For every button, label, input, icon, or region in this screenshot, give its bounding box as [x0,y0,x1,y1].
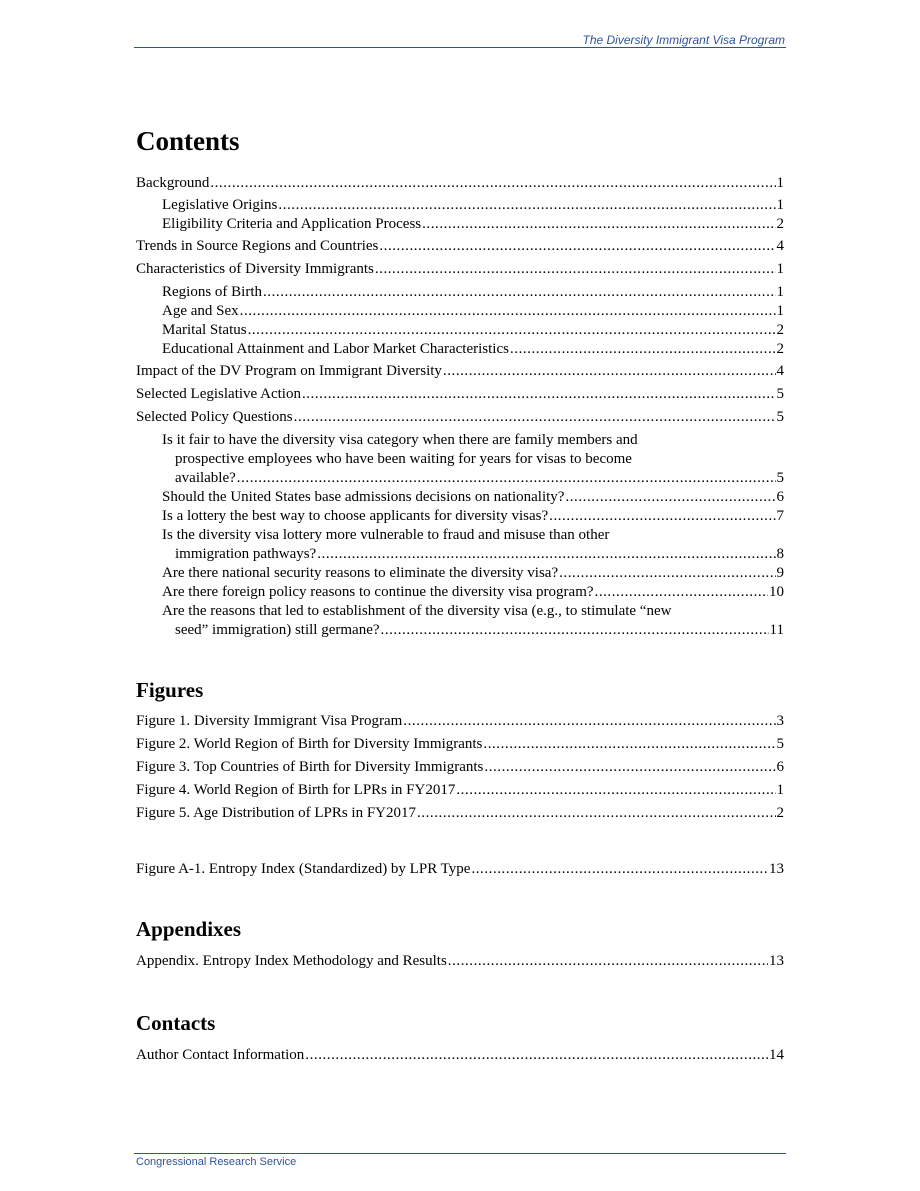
toc-entry-text: Regions of Birth [162,284,262,300]
toc-page-number: 4 [776,238,784,254]
contents-heading: Contents [136,126,240,156]
toc-entry-text: Is a lottery the best way to choose applicants for diversity visas? [162,508,549,524]
toc-entry-text: Figure 3. Top Countries of Birth for Diversity Immigrants [136,759,484,775]
toc-entry-figure-2[interactable] [136,735,784,754]
toc-entry-characteristics[interactable] [136,260,784,279]
toc-entry-figure-4[interactable] [136,781,784,800]
toc-page-number: 6 [776,489,784,505]
leader-dots [484,758,775,777]
leader-dots [471,860,768,879]
toc-page-number: 10 [769,584,784,600]
toc-page-number: 2 [776,341,784,357]
toc-page-number: 5 [776,409,784,425]
toc-entry-fraud-question[interactable] [136,526,784,564]
toc-entry-text: Figure 2. World Region of Birth for Diversity Immigrants [136,736,483,752]
leader-dots [559,564,775,583]
toc-page-number: 4 [776,363,784,379]
contents-toc [136,174,784,640]
toc-entry-text: available? [175,470,236,486]
toc-entry-text: Marital Status [162,322,247,338]
toc-entry-line: Is it fair to have the diversity visa category when there are family members and [162,432,638,448]
contacts-toc [136,1046,784,1065]
toc-page-number: 8 [776,546,784,562]
toc-entry-text: Are there national security reasons to eliminate the diversity visa? [162,565,559,581]
toc-entry-background[interactable] [136,174,784,193]
toc-entry-impact[interactable] [136,362,784,381]
leader-dots [510,340,776,359]
toc-entry-text: Characteristics of Diversity Immigrants [136,261,374,277]
leader-dots [240,302,776,321]
toc-entry-appendix[interactable] [136,952,784,971]
leader-dots [456,781,775,800]
toc-entry-line: Is the diversity visa lottery more vulnerable to fraud and misuse than other [162,527,610,543]
toc-page-number: 1 [776,261,784,277]
toc-entry-legislative-origins[interactable] [136,196,784,215]
toc-page-number: 7 [776,508,784,524]
toc-entry-text: Impact of the DV Program on Immigrant Diversity [136,363,442,379]
header-rule [134,47,786,48]
toc-entry-legislative-action[interactable] [136,385,784,404]
leader-dots [375,260,776,279]
toc-entry-text: Educational Attainment and Labor Market Characteristics [162,341,509,357]
toc-entry-text: Selected Policy Questions [136,409,293,425]
leader-dots [403,712,775,731]
leader-dots [422,215,775,234]
leader-dots [595,583,768,602]
toc-page-number: 2 [776,322,784,338]
appendixes-toc [136,952,784,971]
leader-dots [248,321,776,340]
toc-entry-text: Are there foreign policy reasons to continue the diversity visa program? [162,584,594,600]
leader-dots [237,469,776,488]
leader-dots [210,174,775,193]
toc-entry-security-question[interactable] [136,564,784,583]
leader-dots [263,283,776,302]
toc-page-number: 9 [776,565,784,581]
toc-page-number: 1 [776,197,784,213]
toc-entry-nationality-question[interactable] [136,488,784,507]
toc-entry-text: Legislative Origins [162,197,278,213]
toc-page-number: 14 [769,1047,784,1063]
toc-entry-text: Selected Legislative Action [136,386,301,402]
toc-entry-last-line [162,545,784,564]
leader-dots [379,237,775,256]
appendixes-heading: Appendixes [136,917,242,941]
toc-page-number: 11 [769,622,784,638]
leader-dots [305,1046,768,1065]
toc-entry-last-line [162,621,784,640]
toc-page-number: 1 [776,284,784,300]
figures-toc [136,712,784,879]
toc-entry-text: Background [136,175,210,191]
toc-page-number: 13 [769,953,784,969]
toc-entry-figure-1[interactable] [136,712,784,731]
toc-entry-text: Figure 1. Diversity Immigrant Visa Program [136,713,403,729]
toc-entry-text: Appendix. Entropy Index Methodology and Results [136,953,447,969]
toc-entry-last-line [162,469,784,488]
toc-entry-text: Eligibility Criteria and Application Process [162,216,422,232]
toc-entry-figure-a1[interactable] [136,860,784,879]
toc-entry-text: Figure A-1. Entropy Index (Standardized) by LPR Type [136,861,471,877]
toc-entry-text: Should the United States base admissions decisions on nationality? [162,489,565,505]
toc-entry-text: seed” immigration) still germane? [175,622,380,638]
leader-dots [417,804,775,823]
toc-entry-regions-of-birth[interactable] [136,283,784,302]
toc-entry-germane-question[interactable] [136,602,784,640]
contacts-heading: Contacts [136,1011,216,1035]
leader-dots [278,196,775,215]
leader-dots [302,385,776,404]
toc-entry-text: Author Contact Information [136,1047,305,1063]
figures-heading: Figures [136,678,204,702]
toc-page-number: 1 [776,782,784,798]
toc-page-number: 5 [776,470,784,486]
toc-entry-lottery-question[interactable] [136,507,784,526]
toc-entry-author-contact[interactable] [136,1046,784,1065]
toc-entry-age-and-sex[interactable] [136,302,784,321]
toc-page-number: 13 [769,861,784,877]
toc-entry-fairness-question[interactable] [136,431,784,488]
toc-entry-eligibility-criteria[interactable] [136,215,784,234]
toc-entry-foreign-policy-question[interactable] [136,583,784,602]
toc-entry-text: Figure 4. World Region of Birth for LPRs in FY2017 [136,782,456,798]
toc-entry-text: Figure 5. Age Distribution of LPRs in FY2017 [136,805,417,821]
toc-page-number: 6 [776,759,784,775]
toc-entry-educational-attainment[interactable] [136,340,784,359]
leader-dots [565,488,775,507]
footer-rule [134,1153,786,1154]
toc-entry-line: Are the reasons that led to establishment of the diversity visa (e.g., to stimulate “new [162,603,672,619]
toc-page-number: 5 [776,386,784,402]
toc-entry-trends[interactable] [136,237,784,256]
leader-dots [448,952,768,971]
toc-page-number: 1 [776,175,784,191]
leader-dots [549,507,775,526]
toc-entry-marital-status[interactable] [136,321,784,340]
leader-dots [381,621,769,640]
toc-entry-figure-5[interactable] [136,804,784,823]
toc-entry-line: prospective employees who have been waiting for years for visas to become [175,451,632,467]
leader-dots [294,408,776,427]
leader-dots [483,735,775,754]
toc-page-number: 5 [776,736,784,752]
toc-entry-text: immigration pathways? [175,546,317,562]
toc-page-number: 2 [776,216,784,232]
toc-entry-policy-questions[interactable] [136,408,784,427]
toc-entry-text: Age and Sex [162,303,239,319]
footer-publisher: Congressional Research Service [136,1156,297,1168]
toc-entry-text: Trends in Source Regions and Countries [136,238,379,254]
toc-page-number: 3 [776,713,784,729]
toc-entry-figure-3[interactable] [136,758,784,777]
toc-page-number: 1 [776,303,784,319]
running-header-title: The Diversity Immigrant Visa Program [582,33,785,47]
leader-dots [317,545,775,564]
leader-dots [443,362,776,381]
toc-page-number: 2 [776,805,784,821]
